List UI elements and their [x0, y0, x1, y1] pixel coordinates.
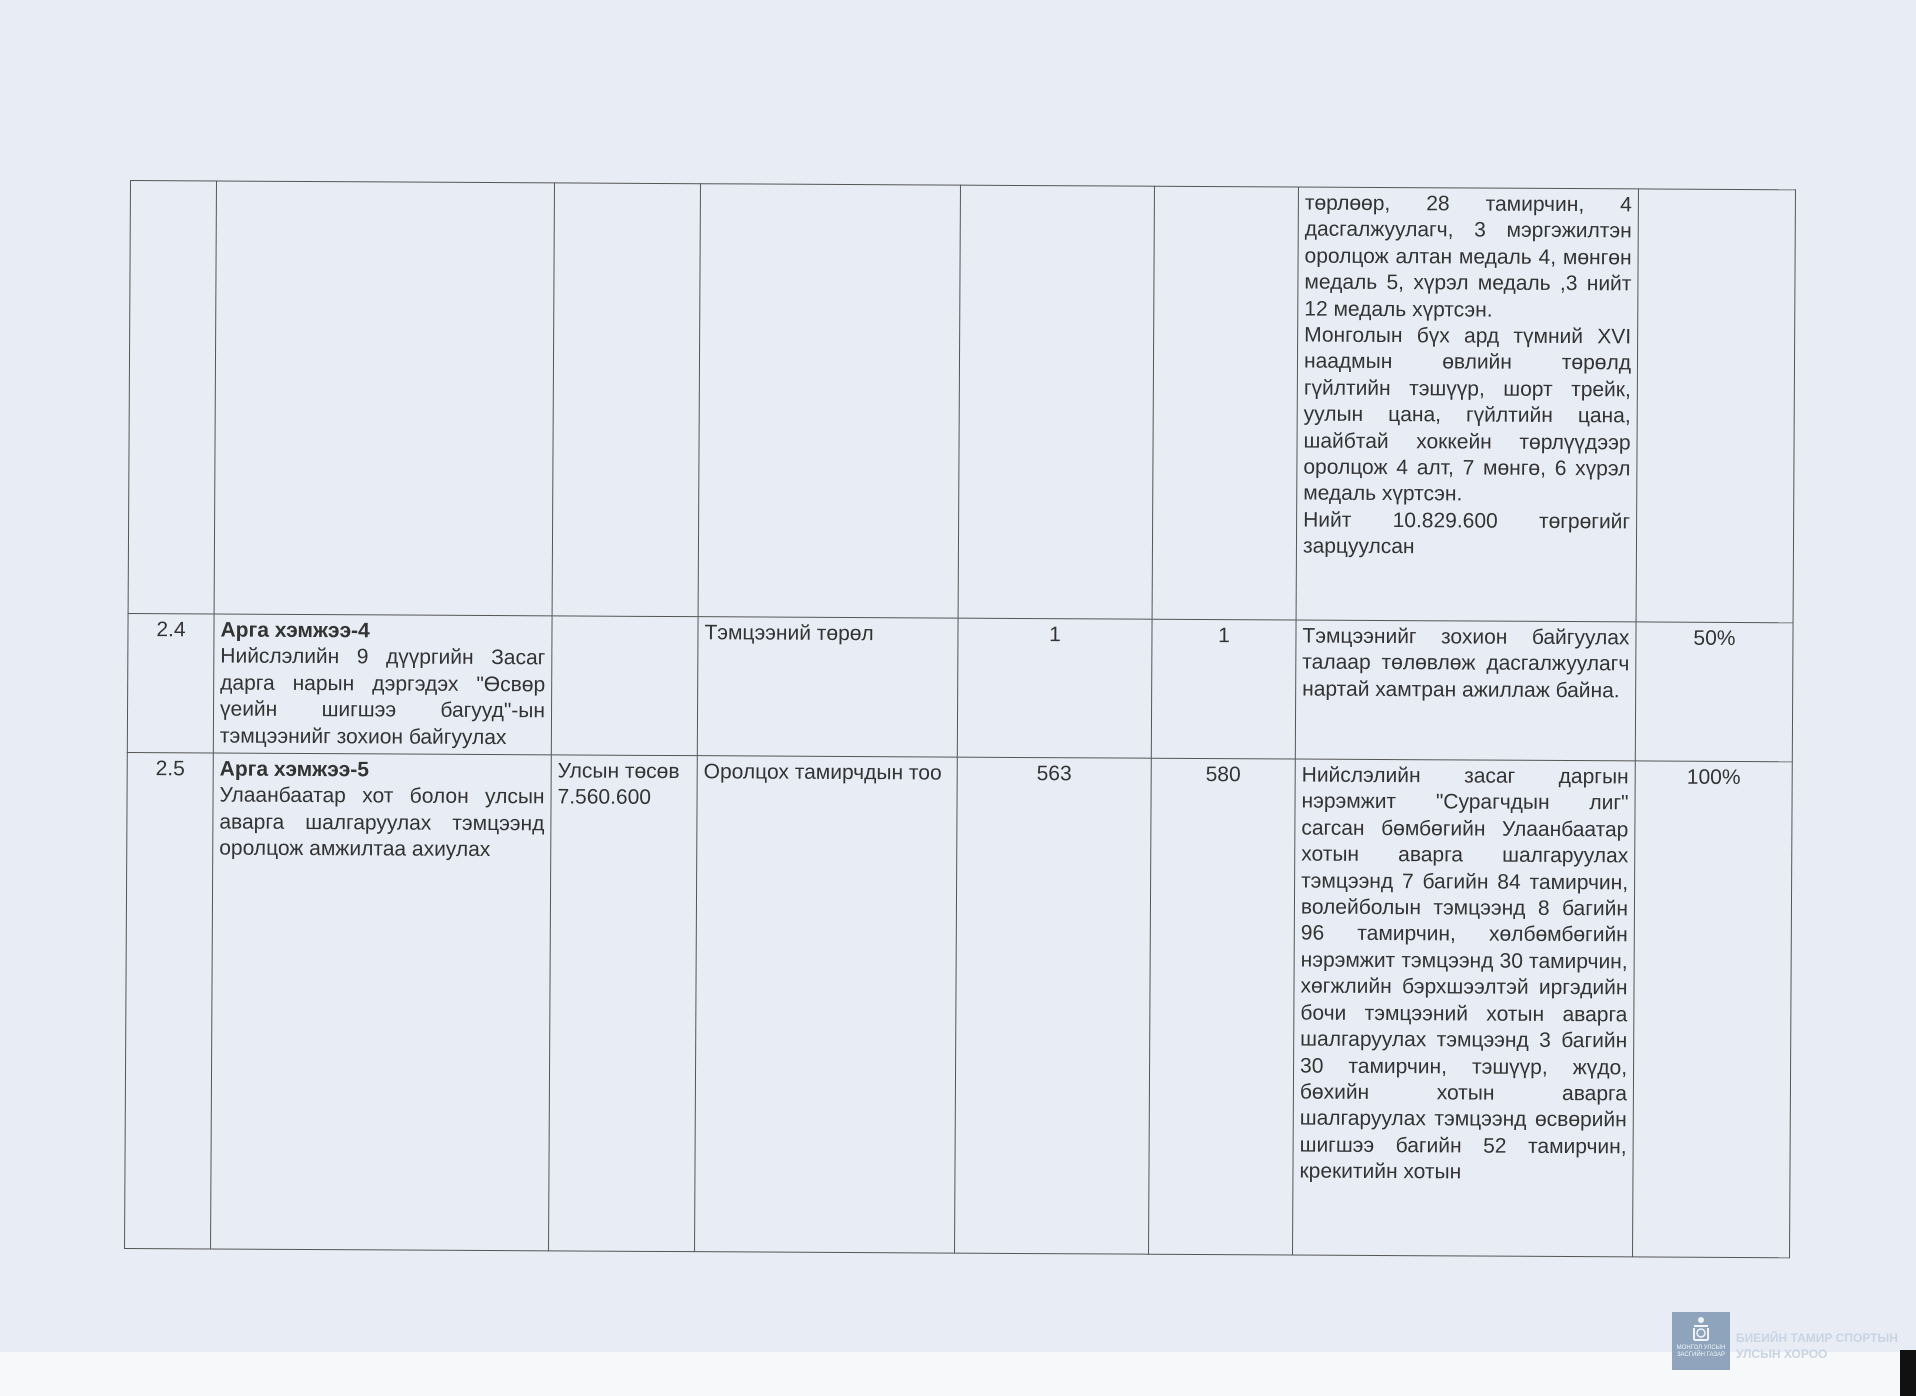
table-row-continuation: [128, 181, 1795, 623]
cell-funding: [552, 183, 700, 617]
cell-percent: 100%: [1633, 761, 1793, 1258]
measure-text: Улаанбаатар хот болон улсын аварга шалгаруулах тэмцээнд оролцож амжилтаа ахиулах: [219, 783, 545, 862]
row-number: 2.5: [125, 753, 214, 1249]
table-row-2-5: [125, 753, 1793, 1258]
plan-report-table: [124, 180, 1796, 1258]
cell-baseline: 1: [957, 618, 1152, 758]
cell-measure: [211, 753, 552, 1251]
logo-caption: МОНГОЛ УЛСЫН ЗАСГИЙН ГАЗАР: [1676, 1345, 1726, 1358]
measure-text: Нийслэлийн 9 дүүргийн Засаг дарга нарын дэргэдэх "Өсвөр үеийн шигшээ багууд"-ын тэмцээнийг зохион байгуулах: [219, 644, 546, 749]
scan-edge-mark: [1900, 1350, 1916, 1396]
cell-report: Тэмцээнийг зохион байгуулах талаар төлөвлөж дасгалжуулагч нартай хамтран ажиллаж байна.: [1295, 620, 1636, 761]
cell-indicator: [698, 184, 960, 618]
report-paragraph: Нийт 10.829.600 төгрөгийг зарцуулсан: [1302, 508, 1631, 559]
cell-measure: [214, 181, 554, 616]
soyombo-emblem-icon: [1690, 1316, 1712, 1342]
cell-funding: Улсын төсөв 7.560.600: [549, 755, 698, 1252]
row-number: 2.4: [127, 613, 214, 753]
cell-report: [1296, 187, 1638, 622]
scan-bottom-edge: [0, 1352, 1916, 1396]
cell-baseline: [958, 185, 1154, 619]
measure-title: Арга хэмжээ-4: [220, 618, 370, 643]
cell-funding: [551, 616, 698, 756]
cell-percent: 50%: [1635, 622, 1793, 762]
table-row-2-4: [127, 613, 1793, 761]
cell-baseline: 563: [955, 757, 1152, 1254]
cell-target: 580: [1149, 758, 1296, 1255]
cell-indicator: Тэмцээний төрөл: [697, 617, 958, 757]
cell-number: [128, 181, 216, 614]
cell-report: Нийслэлийн засаг даргын нэрэмжит "Сурагчдын лиг" сагсан бөмбөгийн Улаанбаатар хотын аварга шалгаруулах тэмцээнд 7 багийн 84 тамирчин, волейболын тэмцээнд 8 багийн 96 тамирчин, хөлбөмбөгийн нэрэмжит тэмцээнд 30 тамирчин, хөгжлийн бэрхшээлтэй иргэдийн бочи тэмцээний хотын аварга шалгаруулах тэмцээнд 3 багийн 30 тамирчин, тэшүүр, жүдо, бөхийн хотын аварга шалгаруулах тэмцээнд өсвөрийн шигшээ багийн 52 тамирчин, крекитийн хотын: [1293, 759, 1636, 1257]
cell-target: 1: [1151, 619, 1296, 759]
cell-percent: [1636, 189, 1795, 623]
report-paragraph: төрлөөр, 28 тамирчин, 4 дасгалжуулагч, 3 мэргэжилтэн оролцож алтан медаль 4, мөнгөн медаль 5, хүрэл медаль ,3 нийт 12 медаль хүртсэн.: [1304, 191, 1632, 322]
cell-measure: [213, 614, 552, 755]
cell-indicator: Оролцох тамирчдын тоо: [695, 756, 958, 1253]
organization-name: БИЕИЙН ТАМИР СПОРТЫН УЛСЫН ХОРОО: [1736, 1331, 1898, 1361]
report-paragraph: Монголын бүх ард түмний XVI наадмын өвлийн төрөлд гүйлтийн тэшүүр, шорт трейк, уулын цана, гүйлтийн цана, шайбтай хоккейн төрлүүдээр оролцож 4 алт, 7 мөнгө, 6 хүрэл медаль хүртсэн.: [1303, 323, 1632, 506]
measure-title: Арга хэмжээ-5: [219, 757, 370, 782]
government-logo: [1672, 1312, 1730, 1370]
cell-target: [1152, 186, 1298, 620]
